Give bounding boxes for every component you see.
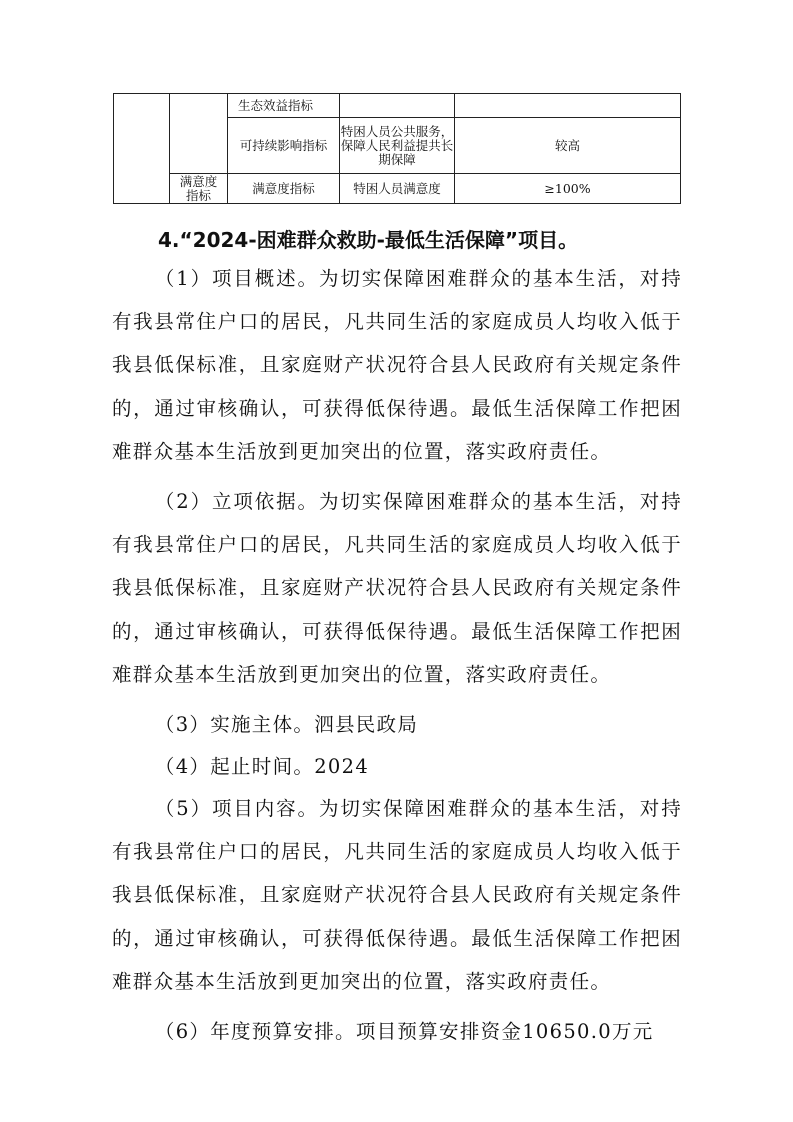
indicator-value-cell: ≥100% (455, 174, 681, 204)
paragraph-text: 项目预算安排资金10650.0万元 (355, 1020, 654, 1043)
paragraph-project-content (112, 787, 682, 1003)
indicator-value-cell (455, 94, 681, 118)
table-row (114, 174, 681, 204)
indicator-content-cell: 特困人员满意度 (340, 174, 455, 204)
paragraph-text: 为切实保障困难群众的基本生活，对持有我县常住户口的居民，凡共同生活的家庭成员人均收入低于我县低保标准，且家庭财产状况符合县人民政府有关规定条件的，通过审核确认，可获得低保待遇。最低生活保障工作把困难群众基本生活放到更加突出的位置，落实政府责任。 (112, 490, 682, 686)
paragraph-annual-budget (112, 1010, 682, 1053)
paragraph-label: （4）起止时间。 (154, 755, 315, 778)
paragraph-label: （3）实施主体。 (154, 713, 315, 736)
indicator-category-cell: 满意度指标 (170, 174, 228, 204)
indicator-name-cell: 满意度指标 (228, 174, 340, 204)
paragraph-text: 2024 (314, 755, 370, 778)
table-row (114, 94, 681, 118)
indicator-name-cell: 生态效益指标 (228, 94, 340, 118)
paragraph-time-period (112, 745, 682, 788)
paragraph-project-overview (112, 257, 682, 473)
paragraph-label: （1）项目概述。 (154, 267, 319, 290)
paragraph-implementing-body (112, 703, 682, 746)
paragraph-project-basis (112, 480, 682, 696)
paragraph-text: 为切实保障困难群众的基本生活，对持有我县常住户口的居民，凡共同生活的家庭成员人均收入低于我县低保标准，且家庭财产状况符合县人民政府有关规定条件的，通过审核确认，可获得低保待遇。最低生活保障工作把困难群众基本生活放到更加突出的位置，落实政府责任。 (112, 267, 682, 463)
paragraph-label: （5）项目内容。 (154, 797, 319, 820)
indicator-name-cell: 可持续影响指标 (228, 118, 340, 174)
indicator-content-cell: 特困人员公共服务，保障人民利益提共长期保障 (340, 118, 455, 174)
table-cell-empty (114, 94, 170, 204)
performance-indicator-table (113, 93, 681, 204)
table-cell-empty (170, 94, 228, 174)
section-heading: 4.“2024-困难群众救助-最低生活保障”项目。 (158, 228, 579, 252)
paragraph-text: 泗县民政局 (314, 713, 419, 736)
paragraph-label: （2）立项依据。 (154, 490, 319, 513)
indicator-value-cell: 较高 (455, 118, 681, 174)
paragraph-label: （6）年度预算安排。 (154, 1020, 356, 1043)
indicator-content-cell (340, 94, 455, 118)
paragraph-text: 为切实保障困难群众的基本生活，对持有我县常住户口的居民，凡共同生活的家庭成员人均收入低于我县低保标准，且家庭财产状况符合县人民政府有关规定条件的，通过审核确认，可获得低保待遇。最低生活保障工作把困难群众基本生活放到更加突出的位置，落实政府责任。 (112, 797, 682, 993)
